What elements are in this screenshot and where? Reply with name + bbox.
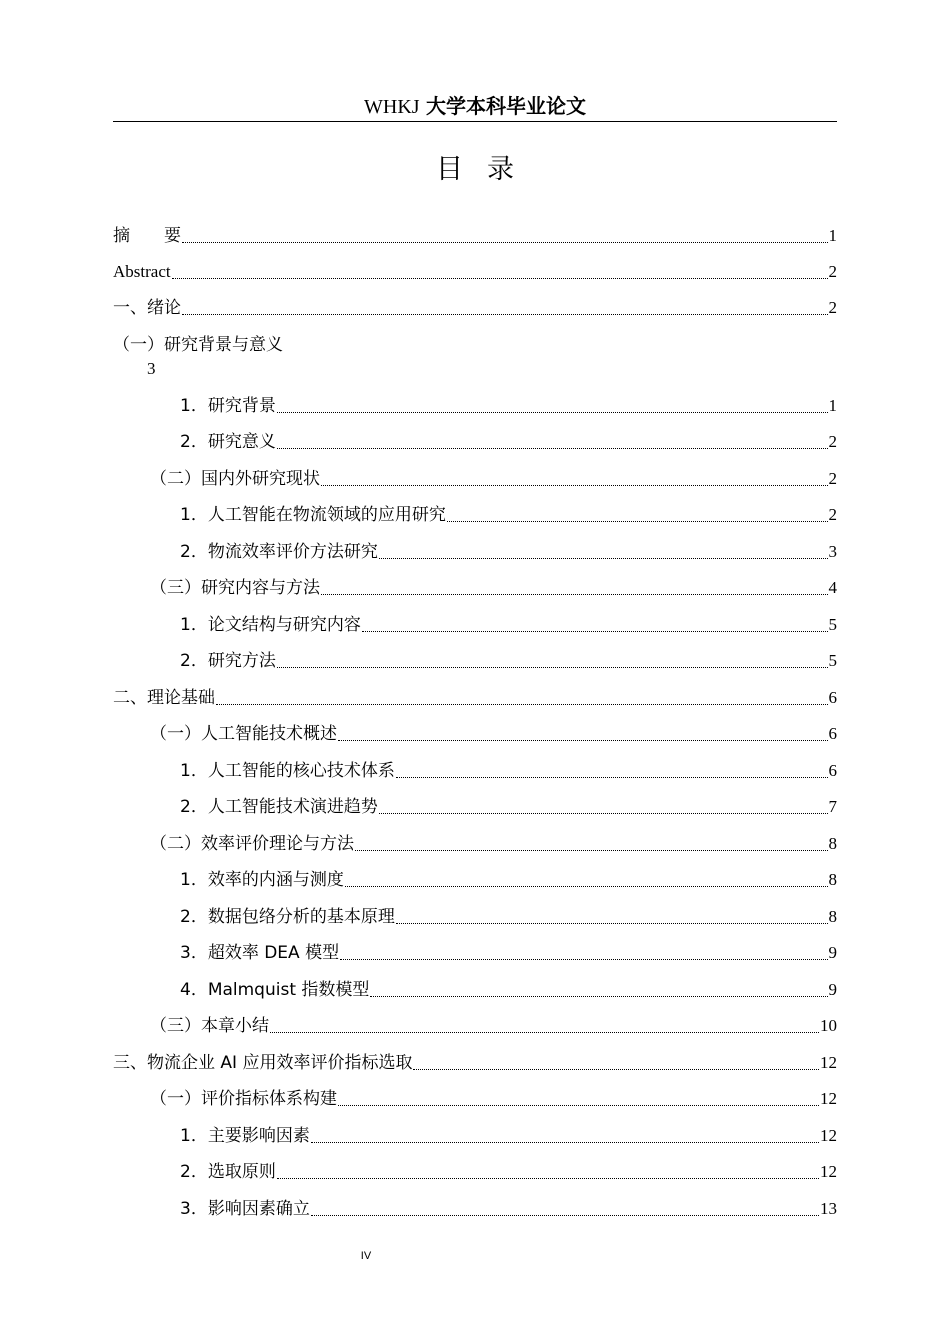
toc-entry-page: 5 [828,651,837,670]
toc-entry-page: 8 [828,907,837,926]
toc-entry-label: 三、物流企业 AI 应用效率评价指标选取 [113,1053,413,1073]
dot-leader [311,1215,819,1216]
dot-leader [338,740,828,741]
toc-entry-label: Abstract [113,262,171,281]
toc-entry[interactable] [180,1160,837,1184]
toc-entry-label: （三）研究内容与方法 [150,578,320,598]
dot-leader [370,996,827,997]
toc-entry-page: 12 [820,1162,837,1181]
toc-entry-page: 13 [820,1199,837,1218]
dot-leader [277,412,828,413]
toc-entry-label: 1．论文结构与研究内容 [180,615,361,635]
dot-leader [338,1105,819,1106]
dot-leader [277,1178,819,1179]
toc-entry-label: 一、绪论 [113,298,181,318]
toc-entry-label: 3．超效率 DEA 模型 [180,943,340,963]
toc-entry-label: 1．人工智能的核心技术体系 [180,761,395,781]
dot-leader [182,242,828,243]
toc-entry-page: 1 [828,396,837,415]
toc-entry[interactable] [150,832,837,856]
toc-entry-page: 2 [828,469,837,488]
toc-entry-label: 1．效率的内涵与测度 [180,870,344,890]
toc-entry[interactable] [180,868,837,892]
toc-entry-label: 2．物流效率评价方法研究 [180,542,378,562]
toc-entry[interactable] [180,394,837,418]
toc-entry[interactable] [180,649,837,673]
dot-leader [321,594,828,595]
toc-entry[interactable] [113,686,837,710]
dot-leader [396,923,828,924]
toc-entry-page: 5 [828,615,837,634]
page-number-footer: IV [360,1250,372,1262]
toc-entry[interactable] [113,224,837,248]
dot-leader [413,1069,819,1070]
toc-entry[interactable] [180,978,837,1002]
toc-entry[interactable] [180,613,837,637]
dot-leader [182,314,828,315]
toc-title: 目录 [436,154,538,185]
toc-entry-page: 12 [820,1053,837,1072]
toc-entry-label: 摘 要 [113,226,181,246]
header-thesis-label: 大学本科毕业论文 [425,94,586,118]
toc-entry-label: 2．研究意义 [180,432,276,452]
dot-leader [345,886,828,887]
toc-entry-page: 6 [828,761,837,780]
toc-entry-label: 2．选取原则 [180,1162,276,1182]
toc-entry-page: 1 [828,226,837,245]
toc-entry-label: 1．研究背景 [180,396,276,416]
dot-leader [277,667,828,668]
toc-entry[interactable] [180,1124,837,1148]
dot-leader [355,850,828,851]
toc-entry-label: （二）效率评价理论与方法 [150,834,354,854]
toc-entry-page: 9 [828,980,837,999]
toc-entry-page: 6 [828,724,837,743]
toc-entry-label: 2．数据包络分析的基本原理 [180,907,395,927]
toc-entry-page: 9 [828,943,837,962]
toc-entry-label: 二、理论基础 [113,688,215,708]
toc-entry-page: 8 [828,834,837,853]
toc-entry[interactable] [180,503,837,527]
toc-entry[interactable] [150,576,837,600]
toc-entry[interactable] [180,759,837,783]
toc-entry-page: 12 [820,1089,837,1108]
dot-leader [396,777,828,778]
toc-entry-label: （二）国内外研究现状 [150,469,320,489]
toc-entry-page: 12 [820,1126,837,1145]
toc-entry-page: 2 [828,505,837,524]
dot-leader [270,1032,819,1033]
dot-leader [362,631,828,632]
toc-entry-label: （一）评价指标体系构建 [150,1089,337,1109]
toc-entry-label: 2．人工智能技术演进趋势 [180,797,378,817]
toc-entry-page: 3 [828,542,837,561]
header-school-code: WHKJ [364,96,420,118]
dot-leader [216,704,828,705]
toc-entry-page: 2 [828,298,837,317]
dot-leader [277,448,828,449]
toc-entry[interactable] [150,1014,837,1038]
toc-entry-page: 7 [828,797,837,816]
dot-leader [311,1142,819,1143]
toc-entry[interactable] [150,722,837,746]
dot-leader [172,278,828,279]
toc-entry[interactable] [113,1051,837,1075]
toc-entry-page: 8 [828,870,837,889]
toc-entry-page: 2 [828,432,837,451]
toc-entry-label: （三）本章小结 [150,1016,269,1036]
toc-entry[interactable] [180,795,837,819]
toc-entry[interactable] [180,905,837,929]
toc-entry-label: （一）研究背景与意义 [113,335,283,355]
toc-entry[interactable] [180,540,837,564]
toc-entry-label: 1．人工智能在物流领域的应用研究 [180,505,446,525]
toc-entry-page: 2 [828,262,837,281]
toc-entry[interactable] [113,260,837,284]
toc-entry[interactable] [180,941,837,965]
toc-entry[interactable] [150,1087,837,1111]
toc-entry[interactable] [113,296,837,320]
toc-entry-label: （一）人工智能技术概述 [150,724,337,744]
dot-leader [321,485,828,486]
dot-leader [379,558,828,559]
dot-leader [447,521,828,522]
toc-entry-page: 10 [820,1016,837,1035]
toc-entry-page: 6 [828,688,837,707]
toc-entry[interactable] [180,430,837,454]
toc-entry-label: 3．影响因素确立 [180,1199,310,1219]
toc-entry-page: 3 [147,359,156,378]
toc-entry[interactable] [180,1197,837,1221]
toc-entry-page: 4 [828,578,837,597]
toc-entry-label: 1．主要影响因素 [180,1126,310,1146]
toc-entry-label: 2．研究方法 [180,651,276,671]
toc-entry[interactable] [150,467,837,491]
dot-leader [379,813,828,814]
toc-entry-label: 4．Malmquist 指数模型 [180,980,370,1000]
dot-leader [340,959,827,960]
